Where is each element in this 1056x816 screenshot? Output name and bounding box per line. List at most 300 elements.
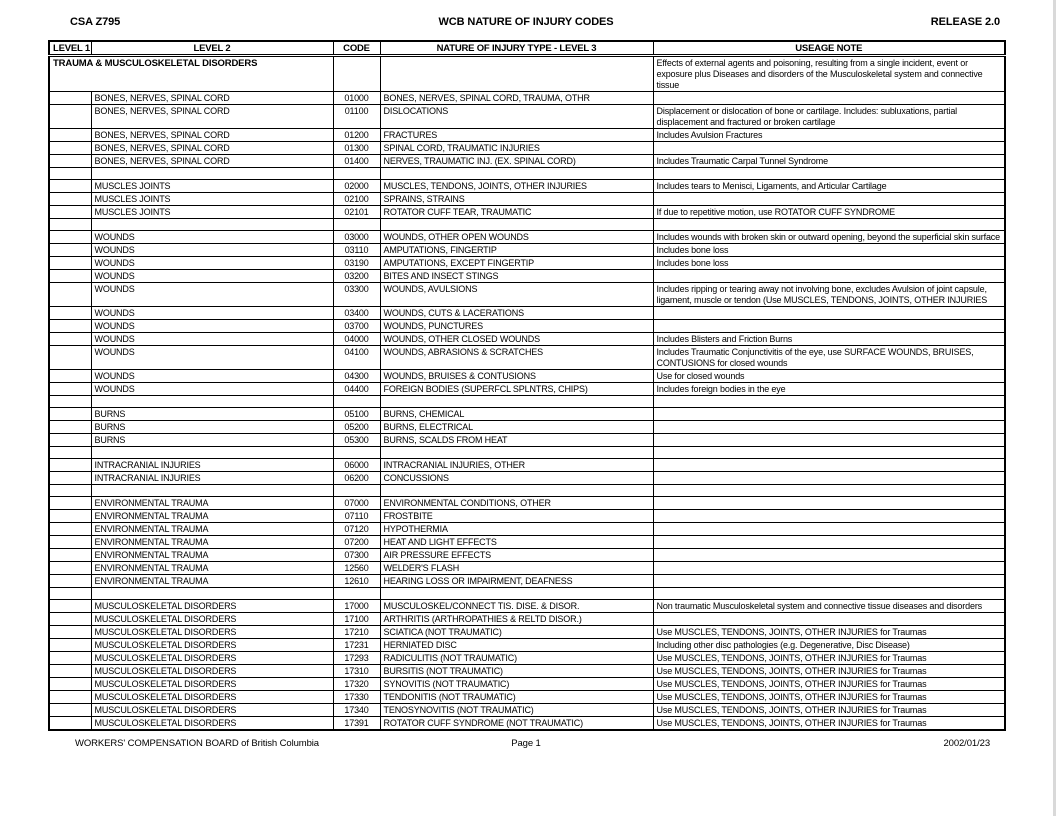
cell-code: 17340 [333, 704, 380, 717]
cell-useage-note: Use MUSCLES, TENDONS, JOINTS, OTHER INJURIES for Traumas [653, 626, 1005, 639]
cell-level2: MUSCULOSKELETAL DISORDERS [91, 600, 333, 613]
cell-useage-note [653, 536, 1005, 549]
col-header-useage-note: USEAGE NOTE [653, 41, 1005, 56]
cell-level2 [91, 396, 333, 408]
table-row [49, 485, 1005, 497]
injury-codes-table [48, 40, 1006, 731]
cell-level2: MUSCULOSKELETAL DISORDERS [91, 652, 333, 665]
table-row [49, 168, 1005, 180]
col-header-code: CODE [333, 41, 380, 56]
cell-level3 [380, 447, 653, 459]
cell-level1 [49, 472, 91, 485]
cell-level2: MUSCULOSKELETAL DISORDERS [91, 678, 333, 691]
cell-code: 07200 [333, 536, 380, 549]
cell-useage-note: Includes Traumatic Carpal Tunnel Syndrome [653, 155, 1005, 168]
cell-level3: DISLOCATIONS [380, 105, 653, 129]
cell-code: 01300 [333, 142, 380, 155]
cell-level3 [380, 56, 653, 92]
cell-level1 [49, 180, 91, 193]
cell-code: 06000 [333, 459, 380, 472]
cell-level1 [49, 370, 91, 383]
cell-useage-note: Includes bone loss [653, 257, 1005, 270]
cell-code: 17330 [333, 691, 380, 704]
cell-level1 [49, 678, 91, 691]
cell-level2: BONES, NERVES, SPINAL CORD [91, 142, 333, 155]
cell-level1 [49, 485, 91, 497]
cell-level3: BONES, NERVES, SPINAL CORD, TRAUMA, OTHR [380, 92, 653, 105]
cell-level2: WOUNDS [91, 244, 333, 257]
cell-useage-note: Includes foreign bodies in the eye [653, 383, 1005, 396]
cell-useage-note [653, 485, 1005, 497]
cell-code: 12560 [333, 562, 380, 575]
footer-org: WORKERS' COMPENSATION BOARD of British Columbia [75, 738, 319, 749]
cell-useage-note: Including other disc pathologies (e.g. Degenerative, Disc Disease) [653, 639, 1005, 652]
cell-level3: AMPUTATIONS, EXCEPT FINGERTIP [380, 257, 653, 270]
cell-useage-note [653, 142, 1005, 155]
table-row [49, 626, 1005, 639]
cell-level1 [49, 408, 91, 421]
col-header-level2: LEVEL 2 [91, 41, 333, 56]
table-row [49, 497, 1005, 510]
cell-useage-note [653, 219, 1005, 231]
cell-useage-note [653, 434, 1005, 447]
cell-useage-note: Includes Blisters and Friction Burns [653, 333, 1005, 346]
cell-level1 [49, 142, 91, 155]
cell-code: 02101 [333, 206, 380, 219]
cell-useage-note: Includes bone loss [653, 244, 1005, 257]
table-row [49, 129, 1005, 142]
cell-useage-note [653, 575, 1005, 588]
cell-code: 17310 [333, 665, 380, 678]
cell-useage-note [653, 193, 1005, 206]
cell-useage-note [653, 168, 1005, 180]
table-row [49, 180, 1005, 193]
cell-useage-note [653, 472, 1005, 485]
cell-level2: MUSCLES JOINTS [91, 180, 333, 193]
cell-code [333, 168, 380, 180]
table-row [49, 600, 1005, 613]
cell-level3: BURNS, CHEMICAL [380, 408, 653, 421]
cell-level2: MUSCULOSKELETAL DISORDERS [91, 665, 333, 678]
cell-useage-note [653, 613, 1005, 626]
cell-code: 17000 [333, 600, 380, 613]
cell-code: 04100 [333, 346, 380, 370]
cell-code [333, 447, 380, 459]
cell-level3: WOUNDS, ABRASIONS & SCRATCHES [380, 346, 653, 370]
cell-level1 [49, 206, 91, 219]
cell-level2: WOUNDS [91, 283, 333, 307]
table-row [49, 105, 1005, 129]
table-row [49, 472, 1005, 485]
table-row [49, 691, 1005, 704]
cell-code: 07110 [333, 510, 380, 523]
cell-code: 07300 [333, 549, 380, 562]
table-row [49, 307, 1005, 320]
cell-level1 [49, 523, 91, 536]
cell-useage-note [653, 270, 1005, 283]
cell-level3: HERNIATED DISC [380, 639, 653, 652]
cell-useage-note: Use for closed wounds [653, 370, 1005, 383]
cell-level1 [49, 257, 91, 270]
cell-level1 [49, 129, 91, 142]
cell-code: 03400 [333, 307, 380, 320]
table-row [49, 193, 1005, 206]
table-row [49, 562, 1005, 575]
cell-level2: ENVIRONMENTAL TRAUMA [91, 562, 333, 575]
cell-code: 02000 [333, 180, 380, 193]
cell-useage-note: Use MUSCLES, TENDONS, JOINTS, OTHER INJURIES for Traumas [653, 691, 1005, 704]
table-row [49, 421, 1005, 434]
cell-level3: WOUNDS, PUNCTURES [380, 320, 653, 333]
cell-code: 05200 [333, 421, 380, 434]
cell-level1 [49, 575, 91, 588]
cell-level1: TRAUMA & MUSCULOSKELETAL DISORDERS [49, 56, 333, 92]
cell-code [333, 219, 380, 231]
cell-level1 [49, 536, 91, 549]
cell-useage-note: If due to repetitive motion, use ROTATOR CUFF SYNDROME [653, 206, 1005, 219]
cell-level2 [91, 219, 333, 231]
cell-useage-note [653, 497, 1005, 510]
cell-level3: TENOSYNOVITIS (NOT TRAUMATIC) [380, 704, 653, 717]
cell-level2: MUSCULOSKELETAL DISORDERS [91, 717, 333, 731]
cell-level2: WOUNDS [91, 307, 333, 320]
cell-level1 [49, 92, 91, 105]
table-row [49, 510, 1005, 523]
table-header-row [49, 41, 1005, 56]
cell-code: 03000 [333, 231, 380, 244]
cell-code: 17100 [333, 613, 380, 626]
cell-level1 [49, 396, 91, 408]
footer-page-number: Page 1 [511, 738, 541, 749]
cell-useage-note [653, 549, 1005, 562]
doc-code: CSA Z795 [70, 16, 121, 28]
table-row [49, 665, 1005, 678]
cell-code: 01100 [333, 105, 380, 129]
cell-level2: ENVIRONMENTAL TRAUMA [91, 549, 333, 562]
cell-level3: SPRAINS, STRAINS [380, 193, 653, 206]
cell-useage-note: Includes Avulsion Fractures [653, 129, 1005, 142]
cell-level3 [380, 168, 653, 180]
cell-code: 01400 [333, 155, 380, 168]
cell-level2: BONES, NERVES, SPINAL CORD [91, 129, 333, 142]
cell-level3: WOUNDS, OTHER CLOSED WOUNDS [380, 333, 653, 346]
table-row [49, 219, 1005, 231]
cell-level2: INTRACRANIAL INJURIES [91, 472, 333, 485]
table-row [49, 652, 1005, 665]
cell-code: 05300 [333, 434, 380, 447]
cell-level2: ENVIRONMENTAL TRAUMA [91, 536, 333, 549]
table-row [49, 447, 1005, 459]
cell-code: 03110 [333, 244, 380, 257]
cell-level3: FROSTBITE [380, 510, 653, 523]
col-header-level1: LEVEL 1 [49, 41, 91, 56]
cell-level3: BURNS, SCALDS FROM HEAT [380, 434, 653, 447]
table-row [49, 536, 1005, 549]
cell-level2: BURNS [91, 408, 333, 421]
cell-level3: WOUNDS, AVULSIONS [380, 283, 653, 307]
cell-level1 [49, 283, 91, 307]
cell-level3: INTRACRANIAL INJURIES, OTHER [380, 459, 653, 472]
cell-level3: HEAT AND LIGHT EFFECTS [380, 536, 653, 549]
cell-useage-note: Use MUSCLES, TENDONS, JOINTS, OTHER INJURIES for Traumas [653, 717, 1005, 731]
cell-useage-note [653, 92, 1005, 105]
table-row [49, 396, 1005, 408]
cell-level2: MUSCULOSKELETAL DISORDERS [91, 704, 333, 717]
table-row [49, 549, 1005, 562]
cell-level3: BURNS, ELECTRICAL [380, 421, 653, 434]
table-row [49, 383, 1005, 396]
cell-level1 [49, 244, 91, 257]
cell-level1 [49, 434, 91, 447]
cell-useage-note [653, 307, 1005, 320]
cell-level2: MUSCLES JOINTS [91, 206, 333, 219]
cell-level3 [380, 588, 653, 600]
cell-code: 12610 [333, 575, 380, 588]
cell-useage-note [653, 320, 1005, 333]
table-row [49, 434, 1005, 447]
table-row [49, 704, 1005, 717]
cell-useage-note [653, 588, 1005, 600]
cell-level2: ENVIRONMENTAL TRAUMA [91, 523, 333, 536]
cell-level2: WOUNDS [91, 320, 333, 333]
cell-code: 17293 [333, 652, 380, 665]
cell-code: 01000 [333, 92, 380, 105]
cell-level3: SCIATICA (NOT TRAUMATIC) [380, 626, 653, 639]
cell-code: 04300 [333, 370, 380, 383]
table-row [49, 613, 1005, 626]
cell-level3: ENVIRONMENTAL CONDITIONS, OTHER [380, 497, 653, 510]
cell-level2 [91, 588, 333, 600]
table-row [49, 523, 1005, 536]
cell-level2: MUSCLES JOINTS [91, 193, 333, 206]
cell-level2: ENVIRONMENTAL TRAUMA [91, 575, 333, 588]
cell-level1 [49, 270, 91, 283]
cell-level3: FRACTURES [380, 129, 653, 142]
cell-level2: BONES, NERVES, SPINAL CORD [91, 92, 333, 105]
cell-level3: RADICULITIS (NOT TRAUMATIC) [380, 652, 653, 665]
cell-level1 [49, 383, 91, 396]
cell-code: 04000 [333, 333, 380, 346]
cell-level2 [91, 168, 333, 180]
document-footer [48, 738, 1004, 754]
cell-level2: MUSCULOSKELETAL DISORDERS [91, 613, 333, 626]
cell-level3: WOUNDS, OTHER OPEN WOUNDS [380, 231, 653, 244]
cell-code [333, 588, 380, 600]
cell-level2: WOUNDS [91, 257, 333, 270]
cell-level1 [49, 652, 91, 665]
table-row [49, 370, 1005, 383]
cell-code [333, 485, 380, 497]
cell-useage-note: Includes Traumatic Conjunctivitis of the eye, use SURFACE WOUNDS, BRUISES, CONTUSIONS for closed wounds [653, 346, 1005, 370]
table-row [49, 270, 1005, 283]
cell-useage-note: Non traumatic Musculoskeletal system and connective tissue diseases and disorders [653, 600, 1005, 613]
cell-level1 [49, 231, 91, 244]
table-row [49, 575, 1005, 588]
cell-useage-note: Displacement or dislocation of bone or cartilage. Includes: subluxations, partial displacement and fractured or broken cartilage [653, 105, 1005, 129]
cell-code: 06200 [333, 472, 380, 485]
cell-level1 [49, 626, 91, 639]
cell-level3: NERVES, TRAUMATIC INJ. (EX. SPINAL CORD) [380, 155, 653, 168]
cell-useage-note [653, 459, 1005, 472]
cell-level1 [49, 346, 91, 370]
cell-useage-note: Includes tears to Menisci, Ligaments, and Articular Cartilage [653, 180, 1005, 193]
release-label: RELEASE 2.0 [930, 16, 1000, 28]
cell-code: 04400 [333, 383, 380, 396]
cell-level3: ROTATOR CUFF TEAR, TRAUMATIC [380, 206, 653, 219]
cell-level2: BONES, NERVES, SPINAL CORD [91, 105, 333, 129]
table-row [49, 206, 1005, 219]
cell-level1 [49, 219, 91, 231]
cell-level3: BURSITIS (NOT TRAUMATIC) [380, 665, 653, 678]
cell-level3: ARTHRITIS (ARTHROPATHIES & RELTD DISOR.) [380, 613, 653, 626]
cell-useage-note [653, 562, 1005, 575]
cell-level2: MUSCULOSKELETAL DISORDERS [91, 639, 333, 652]
cell-level1 [49, 421, 91, 434]
cell-level3: ROTATOR CUFF SYNDROME (NOT TRAUMATIC) [380, 717, 653, 731]
cell-code: 07120 [333, 523, 380, 536]
table-row [49, 257, 1005, 270]
cell-level1 [49, 155, 91, 168]
cell-level1 [49, 588, 91, 600]
cell-level2: WOUNDS [91, 270, 333, 283]
cell-level3: TENDONITIS (NOT TRAUMATIC) [380, 691, 653, 704]
cell-level3: FOREIGN BODIES (SUPERFCL SPLNTRS, CHIPS) [380, 383, 653, 396]
cell-useage-note: Use MUSCLES, TENDONS, JOINTS, OTHER INJURIES for Traumas [653, 652, 1005, 665]
cell-level2: BURNS [91, 434, 333, 447]
cell-level1 [49, 320, 91, 333]
cell-code: 01200 [333, 129, 380, 142]
cell-level2: WOUNDS [91, 370, 333, 383]
col-header-level3: NATURE OF INJURY TYPE - LEVEL 3 [380, 41, 653, 56]
cell-code: 17320 [333, 678, 380, 691]
table-row [49, 231, 1005, 244]
cell-level1 [49, 168, 91, 180]
cell-useage-note [653, 510, 1005, 523]
cell-code: 05100 [333, 408, 380, 421]
cell-level2: MUSCULOSKELETAL DISORDERS [91, 691, 333, 704]
cell-level2 [91, 447, 333, 459]
cell-useage-note [653, 396, 1005, 408]
table-row [49, 346, 1005, 370]
cell-level1 [49, 105, 91, 129]
footer-date: 2002/01/23 [943, 738, 990, 749]
cell-level1 [49, 717, 91, 731]
cell-level1 [49, 613, 91, 626]
cell-level1 [49, 307, 91, 320]
cell-level2: INTRACRANIAL INJURIES [91, 459, 333, 472]
table-row [49, 459, 1005, 472]
table-row [49, 283, 1005, 307]
cell-useage-note [653, 523, 1005, 536]
cell-code: 07000 [333, 497, 380, 510]
cell-useage-note: Effects of external agents and poisoning, resulting from a single incident, event or exposure plus Diseases and disorders of the Musculoskeletal system and connective tissue [653, 56, 1005, 92]
cell-level3 [380, 396, 653, 408]
cell-useage-note [653, 421, 1005, 434]
table-row [49, 717, 1005, 731]
cell-code [333, 56, 380, 92]
cell-useage-note [653, 408, 1005, 421]
table-row [49, 155, 1005, 168]
cell-level2: BONES, NERVES, SPINAL CORD [91, 155, 333, 168]
cell-code: 03190 [333, 257, 380, 270]
cell-useage-note: Includes wounds with broken skin or outward opening, beyond the superficial skin surface [653, 231, 1005, 244]
table-row [49, 244, 1005, 257]
document-header [48, 14, 1004, 32]
cell-level3: CONCUSSIONS [380, 472, 653, 485]
cell-useage-note [653, 447, 1005, 459]
cell-level2: ENVIRONMENTAL TRAUMA [91, 497, 333, 510]
cell-level2 [91, 485, 333, 497]
cell-code: 03700 [333, 320, 380, 333]
cell-level3: MUSCULOSKEL/CONNECT TIS. DISE. & DISOR. [380, 600, 653, 613]
cell-level3: HEARING LOSS OR IMPAIRMENT, DEAFNESS [380, 575, 653, 588]
cell-level3: WOUNDS, BRUISES & CONTUSIONS [380, 370, 653, 383]
cell-level3: WELDER'S FLASH [380, 562, 653, 575]
table-row [49, 56, 1005, 92]
cell-level3: BITES AND INSECT STINGS [380, 270, 653, 283]
cell-useage-note: Use MUSCLES, TENDONS, JOINTS, OTHER INJURIES for Traumas [653, 678, 1005, 691]
cell-level3: MUSCLES, TENDONS, JOINTS, OTHER INJURIES [380, 180, 653, 193]
cell-level1 [49, 497, 91, 510]
cell-level2: ENVIRONMENTAL TRAUMA [91, 510, 333, 523]
cell-level3: HYPOTHERMIA [380, 523, 653, 536]
cell-level2: WOUNDS [91, 333, 333, 346]
cell-code: 03300 [333, 283, 380, 307]
cell-level1 [49, 193, 91, 206]
table-row [49, 320, 1005, 333]
cell-level2: WOUNDS [91, 231, 333, 244]
sheet [48, 14, 1004, 754]
table-row [49, 92, 1005, 105]
cell-level3: WOUNDS, CUTS & LACERATIONS [380, 307, 653, 320]
cell-level1 [49, 447, 91, 459]
table-row [49, 588, 1005, 600]
cell-level2: MUSCULOSKELETAL DISORDERS [91, 626, 333, 639]
cell-level3: AMPUTATIONS, FINGERTIP [380, 244, 653, 257]
cell-level1 [49, 691, 91, 704]
cell-level1 [49, 549, 91, 562]
cell-level3: SPINAL CORD, TRAUMATIC INJURIES [380, 142, 653, 155]
cell-useage-note: Includes ripping or tearing away not involving bone, excludes Avulsion of joint capsule, ligament, muscle or tendon (Use MUSCLES, TENDONS, JOINTS, OTHER INJURIES [653, 283, 1005, 307]
cell-level1 [49, 665, 91, 678]
cell-code: 03200 [333, 270, 380, 283]
cell-code: 17231 [333, 639, 380, 652]
cell-level2: WOUNDS [91, 383, 333, 396]
table-body [49, 56, 1005, 731]
cell-code: 17391 [333, 717, 380, 731]
cell-useage-note: Use MUSCLES, TENDONS, JOINTS, OTHER INJURIES for Traumas [653, 704, 1005, 717]
cell-level2: BURNS [91, 421, 333, 434]
cell-code: 17210 [333, 626, 380, 639]
table-row [49, 639, 1005, 652]
cell-level1 [49, 333, 91, 346]
table-row [49, 142, 1005, 155]
page-title: WCB NATURE OF INJURY CODES [438, 16, 614, 28]
cell-level1 [49, 459, 91, 472]
cell-level1 [49, 600, 91, 613]
cell-level3 [380, 485, 653, 497]
cell-useage-note: Use MUSCLES, TENDONS, JOINTS, OTHER INJURIES for Traumas [653, 665, 1005, 678]
cell-level1 [49, 562, 91, 575]
cell-level3 [380, 219, 653, 231]
table-row [49, 678, 1005, 691]
cell-level1 [49, 704, 91, 717]
cell-level2: WOUNDS [91, 346, 333, 370]
cell-level3: SYNOVITIS (NOT TRAUMATIC) [380, 678, 653, 691]
cell-code [333, 396, 380, 408]
table-row [49, 333, 1005, 346]
cell-level3: AIR PRESSURE EFFECTS [380, 549, 653, 562]
